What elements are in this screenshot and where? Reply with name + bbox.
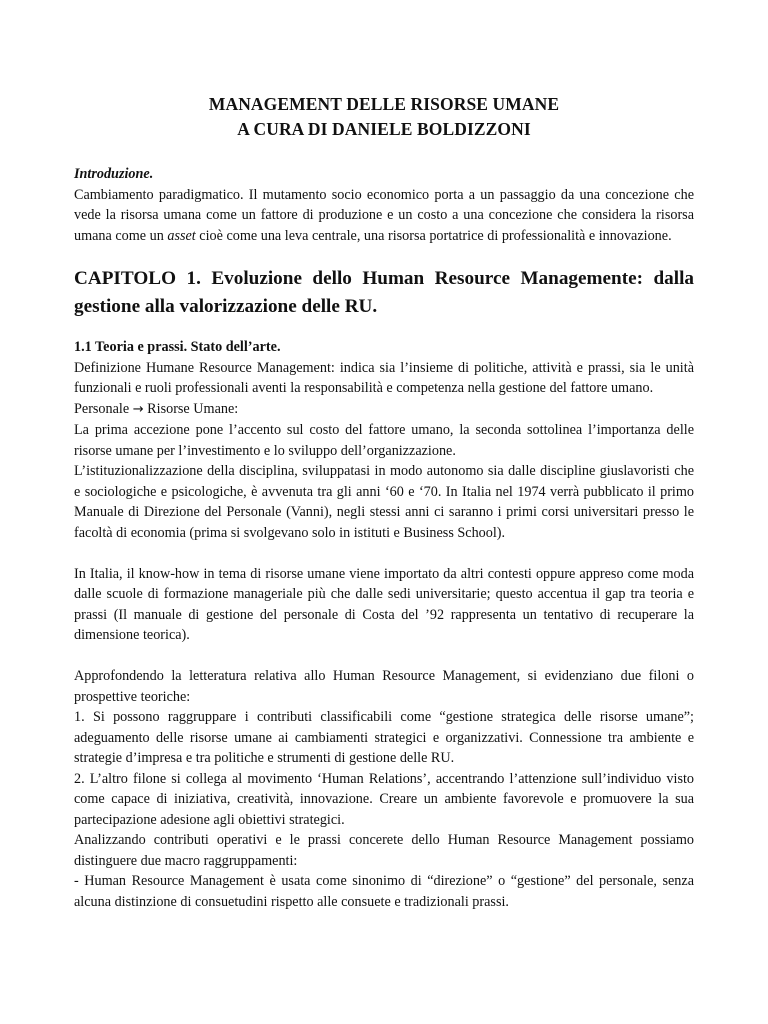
- paragraph-istituzionalizzazione: L’istituzionalizzazione della disciplina, sviluppatasi in modo autonomo sia dalle discipline giuslavoristi che e sociologiche e psicologiche, è avvenuta tra gli anni ‘60 e ‘70. In Italia nel 1974 verrà pubblicato il primo Manuale di Direzione del Personale (Vanni), negli stessi anni ci saranno i primi corsi universitari presso le facoltà di economia (prima si svolgevano solo in istituti e Business School).: [74, 463, 694, 541]
- paragraph-personale: [74, 399, 694, 421]
- spacer: [74, 646, 694, 667]
- intro-paragraph: [74, 185, 694, 247]
- paragraph-definition: Definizione Humane Resource Management: indica sia l’insieme di politiche, attività e prassi, sia le unità funzionali e ruoli professionali aventi la responsabilità e competenza nella gestione del fattore umano.: [74, 359, 694, 396]
- title-line-1: MANAGEMENT DELLE RISORSE UMANE: [208, 94, 560, 114]
- paragraph-approfondendo: Approfondendo la letteratura relativa allo Human Resource Management, si evidenziano due filoni o prospettive teoriche:: [74, 668, 694, 705]
- title-line-2: A CURA DI DANIELE BOLDIZZONI: [237, 119, 531, 139]
- paragraph-item-1: 1. Si possono raggruppare i contributi classificabili come “gestione strategica delle risorse umane”; adeguamento delle risorse umane ai cambiamenti strategici e organizzativi. Connessione tra ambiente e strategie d’impresa e tra politiche e strumenti di gestione delle RU.: [74, 709, 694, 766]
- intro-text-a: Cambiamento paradigmatico. Il mutamento socio economico porta a un passaggio da una concezione che vede la risorsa umana come un fattore di produzione e un costo a una concezione che considera la risorsa umana come un: [74, 186, 694, 244]
- intro-asset-term: asset: [167, 227, 196, 244]
- document-title: [74, 92, 694, 142]
- risorse-umane-label: Risorse Umane:: [143, 400, 239, 417]
- intro-text-b: cioè come una leva centrale, una risorsa portatrice di professionalità e innovazione.: [195, 227, 672, 244]
- section-heading: 1.1 Teoria e prassi. Stato dell’arte.: [74, 339, 281, 355]
- paragraph-analizzando: Analizzando contributi operativi e le prassi concerete dello Human Resource Management possiamo distinguere due macro raggruppamenti:: [74, 832, 694, 869]
- paragraph-bullet: - Human Resource Management è usata come sinonimo di “direzione” o “gestione” del personale, senza alcuna distinzione di consuetudini rispetto alle consuete e tradizionali prassi.: [74, 873, 694, 910]
- paragraph-accezione: La prima accezione pone l’accento sul costo del fattore umano, la seconda sottolinea l’importanza delle risorse umane per l’investimento e lo sviluppo dell’organizzazione.: [74, 422, 694, 459]
- arrow-right-icon: →: [132, 401, 144, 417]
- paragraph-item-2: 2. L’altro filone si collega al movimento ‘Human Relations’, accentrando l’attenzione sull’individuo visto come capace di iniziativa, creatività, innovazione. Creare un ambiente favorevole e promuovere la sua partecipazione adesione agli obiettivi strategici.: [74, 770, 694, 828]
- document-page: [74, 92, 694, 912]
- chapter-title: CAPITOLO 1. Evoluzione dello Human Resource Managemente: dalla gestione alla valorizzazione delle RU.: [74, 268, 694, 317]
- intro-heading: Introduzione.: [74, 166, 154, 182]
- paragraph-italia: In Italia, il know-how in tema di risorse umane viene importato da altri contesti oppure appreso come moda dalle scuole di formazione manageriale più che dalle sedi universitarie; questo accentua il gap tra teoria e prassi (Il manuale di gestione del personale di Costa del ’92 rappresenta un tentativo di recuperare la dimensione teorica).: [74, 565, 694, 643]
- personale-label: Personale: [74, 400, 133, 417]
- spacer: [74, 543, 694, 564]
